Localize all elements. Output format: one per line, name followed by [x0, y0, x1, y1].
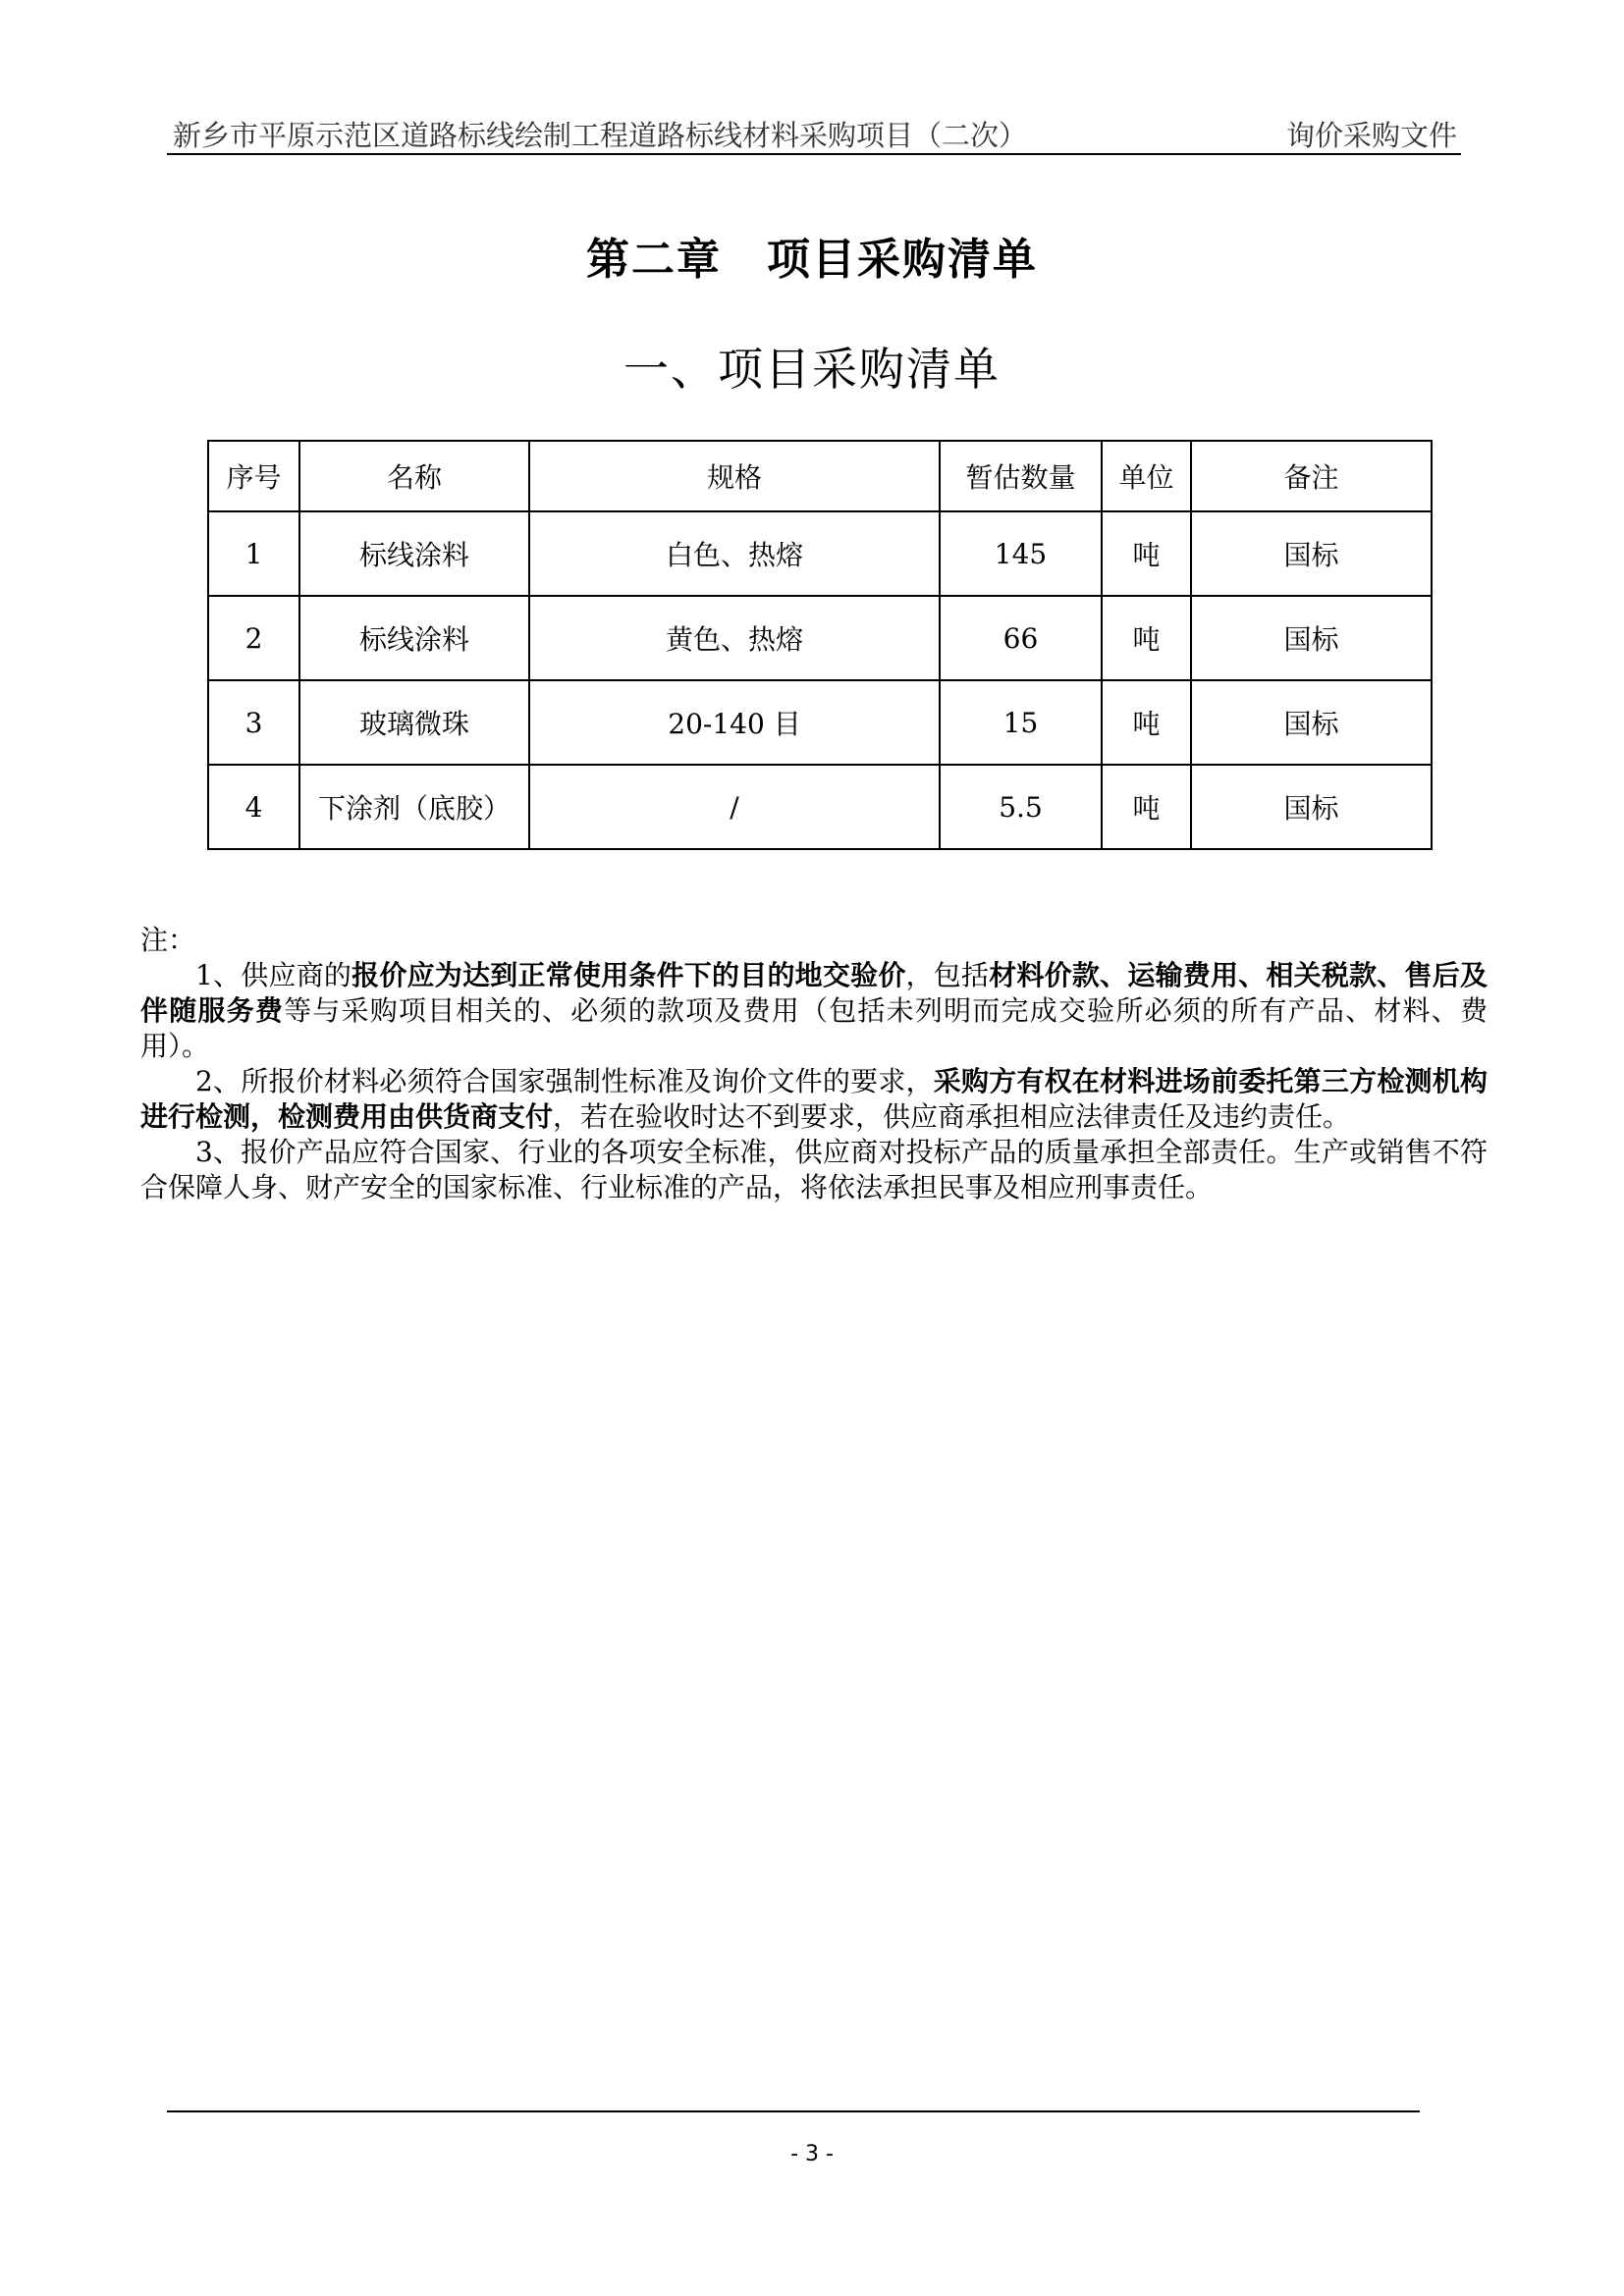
- note-1-text: 等与采购项目相关的、必须的款项及费用（包括未列明而完成交验所必须的所有产品、材料、费用）。: [140, 994, 1488, 1062]
- cell-name: 下涂剂（底胶）: [299, 765, 529, 849]
- table-header-row: [208, 441, 1432, 511]
- note-2-text: ，若在验收时达不到要求，供应商承担相应法律责任及违约责任。: [553, 1100, 1351, 1133]
- notes-label: 注：: [140, 924, 196, 956]
- cell-remark: 国标: [1191, 765, 1432, 849]
- cell-name: 标线涂料: [299, 511, 529, 596]
- cell-index: 2: [208, 596, 299, 680]
- cell-unit: 吨: [1102, 511, 1191, 596]
- header-unit: 单位: [1102, 441, 1191, 511]
- note-1-text: ，包括: [905, 959, 990, 991]
- cell-name: 玻璃微珠: [299, 680, 529, 765]
- footer-divider: [167, 2110, 1420, 2112]
- note-item-3: 3、报价产品应符合国家、行业的各项安全标准，供应商对投标产品的质量承担全部责任。生产或销售不符合保障人身、财产安全的国家标准、行业标准的产品，将依法承担民事及相应刑事责任。: [140, 1136, 1488, 1203]
- cell-quantity: 145: [940, 511, 1102, 596]
- header-document-type: 询价采购文件: [1285, 119, 1457, 152]
- note-2-emphasis: 采购方有权在材料进场前委托第三方检测机构进行检测，检测费用由供货商支付: [140, 1065, 1488, 1133]
- cell-spec: 黄色、热熔: [529, 596, 940, 680]
- note-item-1: [140, 958, 1488, 1064]
- cell-index: 4: [208, 765, 299, 849]
- cell-spec: 20-140 目: [529, 680, 940, 765]
- header-quantity: 暂估数量: [940, 441, 1102, 511]
- table-row: [208, 596, 1432, 680]
- page-header: [167, 110, 1461, 155]
- cell-spec: /: [529, 765, 940, 849]
- note-1-emphasis: 报价应为达到正常使用条件下的目的地交验价: [352, 959, 906, 991]
- header-name: 名称: [299, 441, 529, 511]
- cell-remark: 国标: [1191, 596, 1432, 680]
- notes-section: [140, 923, 1488, 1205]
- cell-spec: 白色、热熔: [529, 511, 940, 596]
- chapter-title: 第二章 项目采购清单: [586, 235, 1038, 285]
- section-title: 一、项目采购清单: [623, 343, 1001, 396]
- cell-remark: 国标: [1191, 680, 1432, 765]
- note-1-emphasis: 材料价款、运输费用、相关税款、售后及伴随服务费: [140, 959, 1488, 1027]
- note-item-2: [140, 1064, 1488, 1135]
- cell-unit: 吨: [1102, 596, 1191, 680]
- table-row: [208, 765, 1432, 849]
- cell-name: 标线涂料: [299, 596, 529, 680]
- procurement-table: [207, 440, 1433, 850]
- header-project-title: 新乡市平原示范区道路标线绘制工程道路标线材料采购项目（二次）: [173, 119, 1028, 152]
- note-2-text: 2、所报价材料必须符合国家强制性标准及询价文件的要求，: [195, 1065, 934, 1097]
- table-row: [208, 511, 1432, 596]
- cell-unit: 吨: [1102, 680, 1191, 765]
- note-1-text: 1、供应商的: [195, 959, 352, 991]
- page-number: - 3 -: [790, 2142, 834, 2166]
- cell-index: 1: [208, 511, 299, 596]
- cell-quantity: 66: [940, 596, 1102, 680]
- header-spec: 规格: [529, 441, 940, 511]
- header-index: 序号: [208, 441, 299, 511]
- cell-unit: 吨: [1102, 765, 1191, 849]
- table-row: [208, 680, 1432, 765]
- cell-quantity: 15: [940, 680, 1102, 765]
- cell-index: 3: [208, 680, 299, 765]
- cell-remark: 国标: [1191, 511, 1432, 596]
- header-remark: 备注: [1191, 441, 1432, 511]
- cell-quantity: 5.5: [940, 765, 1102, 849]
